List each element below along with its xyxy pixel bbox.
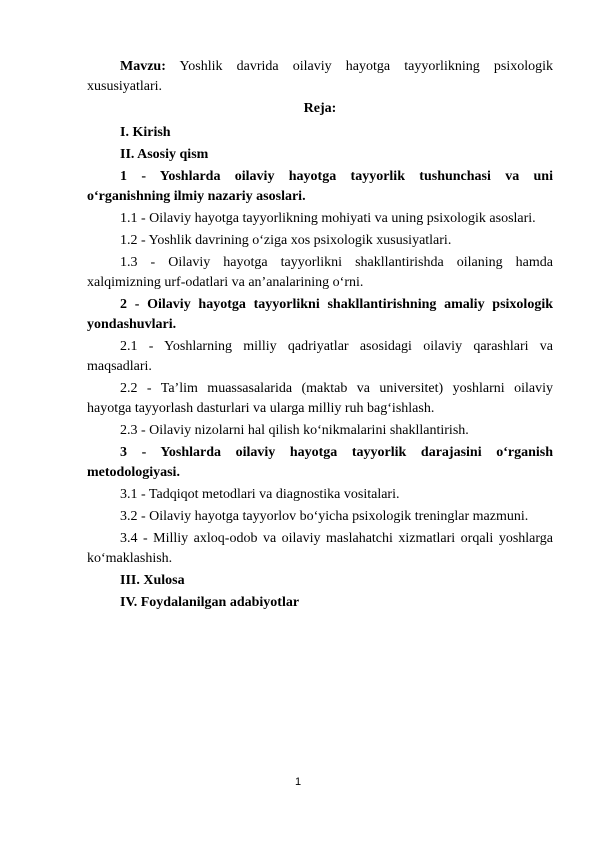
outline-item-references: IV. Foydalanilgan adabiyotlar	[120, 595, 300, 610]
section-1-2: 1.2 - Yoshlik davrining o‘ziga xos psixologik xususiyatlari.	[120, 233, 452, 248]
section-2-1: 2.1 - Yoshlarning milliy qadriyatlar asosidagi oilaviy qarashlari va maqsadlari.	[87, 339, 553, 374]
topic-label: Mavzu:	[120, 59, 166, 74]
outline-item-conclusion: III. Xulosa	[120, 573, 185, 588]
topic-line	[87, 57, 553, 97]
page-number: 1	[294, 776, 302, 788]
chapter-1-heading: 1 - Yoshlarda oilaviy hayotga tayyorlik tushunchasi va uni o‘rganishning ilmiy nazariy asoslari.	[87, 169, 553, 204]
chapter-3-heading: 3 - Yoshlarda oilaviy hayotga tayyorlik darajasini o‘rganish metodologiyasi.	[87, 445, 553, 480]
section-1-3: 1.3 - Oilaviy hayotga tayyorlikni shakllantirishda oilaning hamda xalqimizning urf-odatlari va an’analarining o‘rni.	[87, 255, 553, 290]
outline-item-main-part: II. Asosiy qism	[120, 147, 209, 162]
section-2-3: 2.3 - Oilaviy nizolarni hal qilish ko‘nikmalarini shakllantirish.	[120, 423, 469, 438]
section-3-4: 3.4 - Milliy axloq-odob va oilaviy maslahatchi xizmatlari orqali yoshlarga ko‘maklashish.	[87, 531, 553, 566]
section-1-1: 1.1 - Oilaviy hayotga tayyorlikning mohiyati va uning psixologik asoslari.	[120, 211, 536, 226]
topic-text: Yoshlik davrida oilaviy hayotga tayyorlikning psixologik xususiyatlari.	[87, 59, 553, 94]
document-page	[87, 57, 553, 615]
section-3-2: 3.2 - Oilaviy hayotga tayyorlov bo‘yicha psixologik treninglar mazmuni.	[120, 509, 529, 524]
section-3-1: 3.1 - Tadqiqot metodlari va diagnostika vositalari.	[120, 487, 400, 502]
outline-item-intro: I. Kirish	[120, 125, 171, 140]
section-2-2: 2.2 - Ta’lim muassasalarida (maktab va universitet) yoshlarni oilaviy hayotga tayyorlash dasturlari va ularga milliy ruh bag‘ishlash.	[87, 381, 553, 416]
plan-title: Reja:	[303, 101, 337, 116]
chapter-2-heading: 2 - Oilaviy hayotga tayyorlikni shakllantirishning amaliy psixologik yondashuvlari.	[87, 297, 553, 332]
